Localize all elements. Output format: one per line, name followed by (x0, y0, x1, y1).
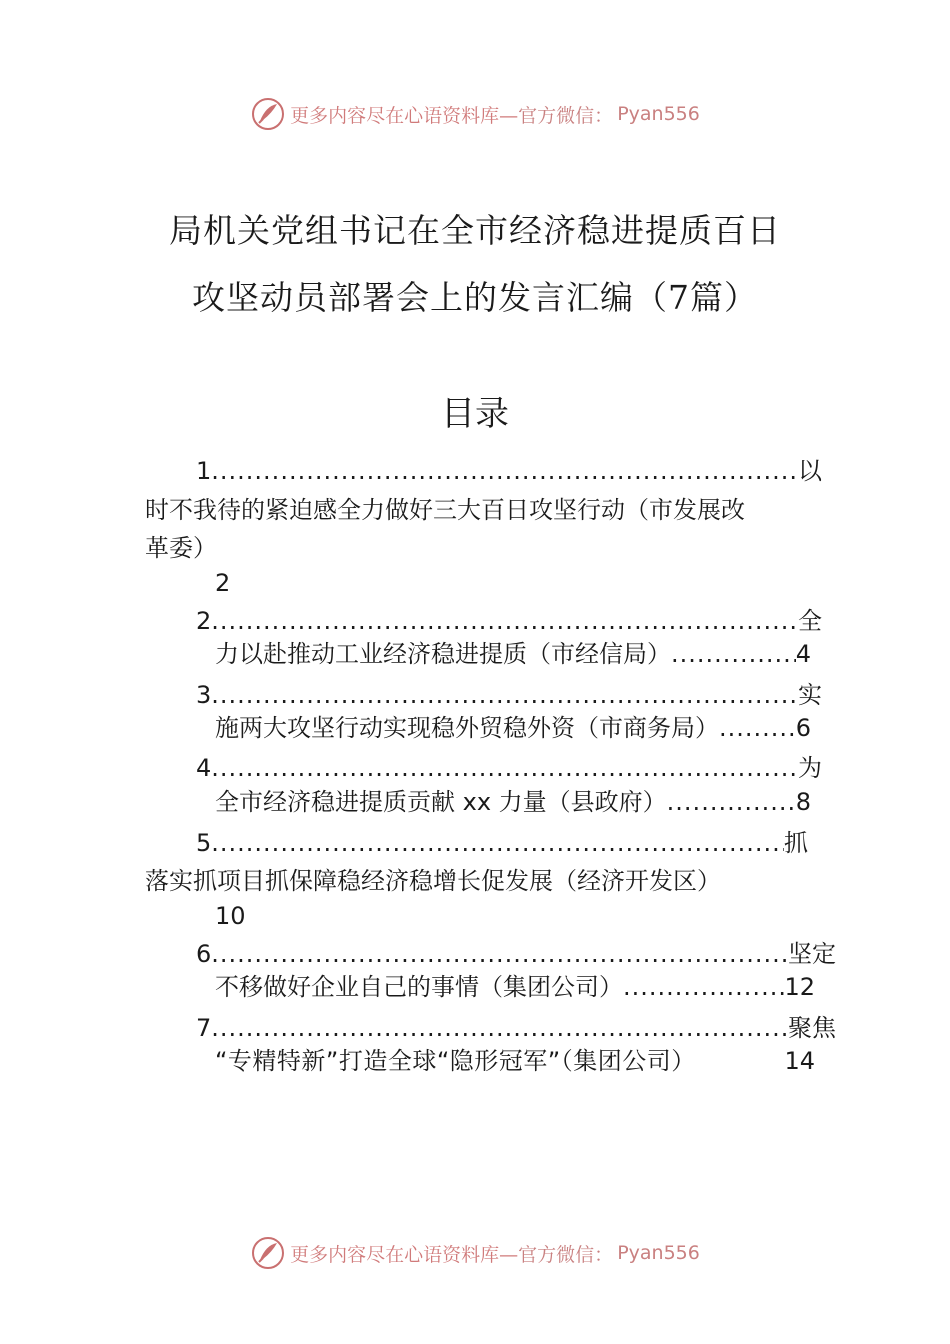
banner-wechat-id: Pyan556 (617, 103, 700, 125)
document-title-line-2: 攻坚动员部署会上的发言汇编（7篇） (192, 278, 758, 317)
dot-leader (671, 638, 796, 670)
toc-entry-2-leader[interactable] (196, 605, 822, 637)
toc-entry-lead-char: 为 (798, 754, 822, 782)
toc-entry-4-title-row[interactable] (215, 786, 811, 818)
toc-entry-title: 施两大攻坚行动实现稳外贸稳外资（市商务局） (215, 714, 719, 742)
toc-entry-lead-char: 实 (798, 681, 822, 709)
toc-entry-lead-char: 坚定 (788, 940, 836, 968)
dot-leader (211, 1012, 788, 1044)
toc-entry-1-page[interactable]: 2 (215, 569, 231, 597)
toc-entry-5-title[interactable]: 落实抓项目抓保障稳经济稳增长促发展（经济开发区） (145, 867, 721, 895)
toc-entry-lead-char: 以 (798, 457, 822, 485)
toc-entry-number: 5 (196, 829, 212, 857)
dot-leader (211, 605, 798, 637)
toc-entry-page: 4 (795, 640, 811, 668)
toc-entry-number: 2 (196, 607, 212, 635)
document-title-line-1: 局机关党组书记在全市经济稳进提质百日 (169, 211, 781, 250)
toc-entry-title: “专精特新”打造全球“隐形冠军”（集团公司） (215, 1047, 696, 1075)
toc-entry-number: 4 (196, 754, 212, 782)
banner-wechat-label: 官方微信： (518, 1243, 614, 1266)
dot-leader (211, 679, 798, 711)
toc-entry-7-leader[interactable] (196, 1012, 836, 1044)
toc-entry-3-leader[interactable] (196, 679, 822, 711)
toc-entry-2-title-row[interactable] (215, 638, 811, 670)
toc-entry-page: 8 (795, 788, 811, 816)
brush-logo-icon (250, 96, 286, 132)
banner-text: 更多内容尽在心语资料库— (290, 1243, 519, 1266)
dot-leader (211, 455, 798, 487)
toc-entry-1-title-cont[interactable]: 革委） (145, 534, 217, 562)
toc-entry-number: 6 (196, 940, 212, 968)
toc-entry-3-title-row[interactable] (215, 712, 811, 744)
toc-entry-number: 1 (196, 457, 212, 485)
dot-leader (211, 827, 784, 859)
toc-entry-4-leader[interactable] (196, 752, 822, 784)
toc-entry-page: 14 (784, 1047, 815, 1075)
dot-leader (623, 971, 784, 1003)
toc-entry-5-leader[interactable] (196, 827, 808, 859)
dot-leader (211, 938, 788, 970)
banner-wechat-id: Pyan556 (617, 1242, 700, 1264)
toc-entry-1-leader[interactable] (196, 455, 822, 487)
banner-text: 更多内容尽在心语资料库— (290, 104, 519, 127)
toc-entry-6-title-row[interactable] (215, 971, 815, 1003)
toc-entry-page: 12 (784, 973, 815, 1001)
toc-entry-lead-char: 抓 (784, 829, 808, 857)
toc-entry-number: 7 (196, 1014, 212, 1042)
toc-entry-7-title-row[interactable] (215, 1045, 815, 1077)
toc-entry-lead-char: 全 (798, 607, 822, 635)
toc-entry-5-page[interactable]: 10 (215, 902, 246, 930)
toc-entry-title: 不移做好企业自己的事情（集团公司） (215, 973, 623, 1001)
toc-entry-lead-char: 聚焦 (788, 1014, 836, 1042)
toc-entry-1-title[interactable]: 时不我待的紧迫感全力做好三大百日攻坚行动（市发展改 (145, 496, 745, 524)
dot-leader (667, 786, 796, 818)
toc-entry-page: 6 (795, 714, 811, 742)
toc-entry-number: 3 (196, 681, 212, 709)
footer-watermark-banner (0, 1233, 950, 1273)
toc-entry-6-leader[interactable] (196, 938, 836, 970)
toc-entry-title: 全市经济稳进提质贡献 xx 力量（县政府） (215, 788, 667, 816)
toc-entry-title: 力以赴推动工业经济稳进提质（市经信局） (215, 640, 671, 668)
toc-heading: 目录 (441, 394, 509, 434)
dot-leader (719, 712, 796, 744)
banner-wechat-label: 官方微信： (518, 104, 614, 127)
header-watermark-banner (0, 94, 950, 134)
dot-leader (211, 752, 798, 784)
brush-logo-icon (250, 1235, 286, 1271)
